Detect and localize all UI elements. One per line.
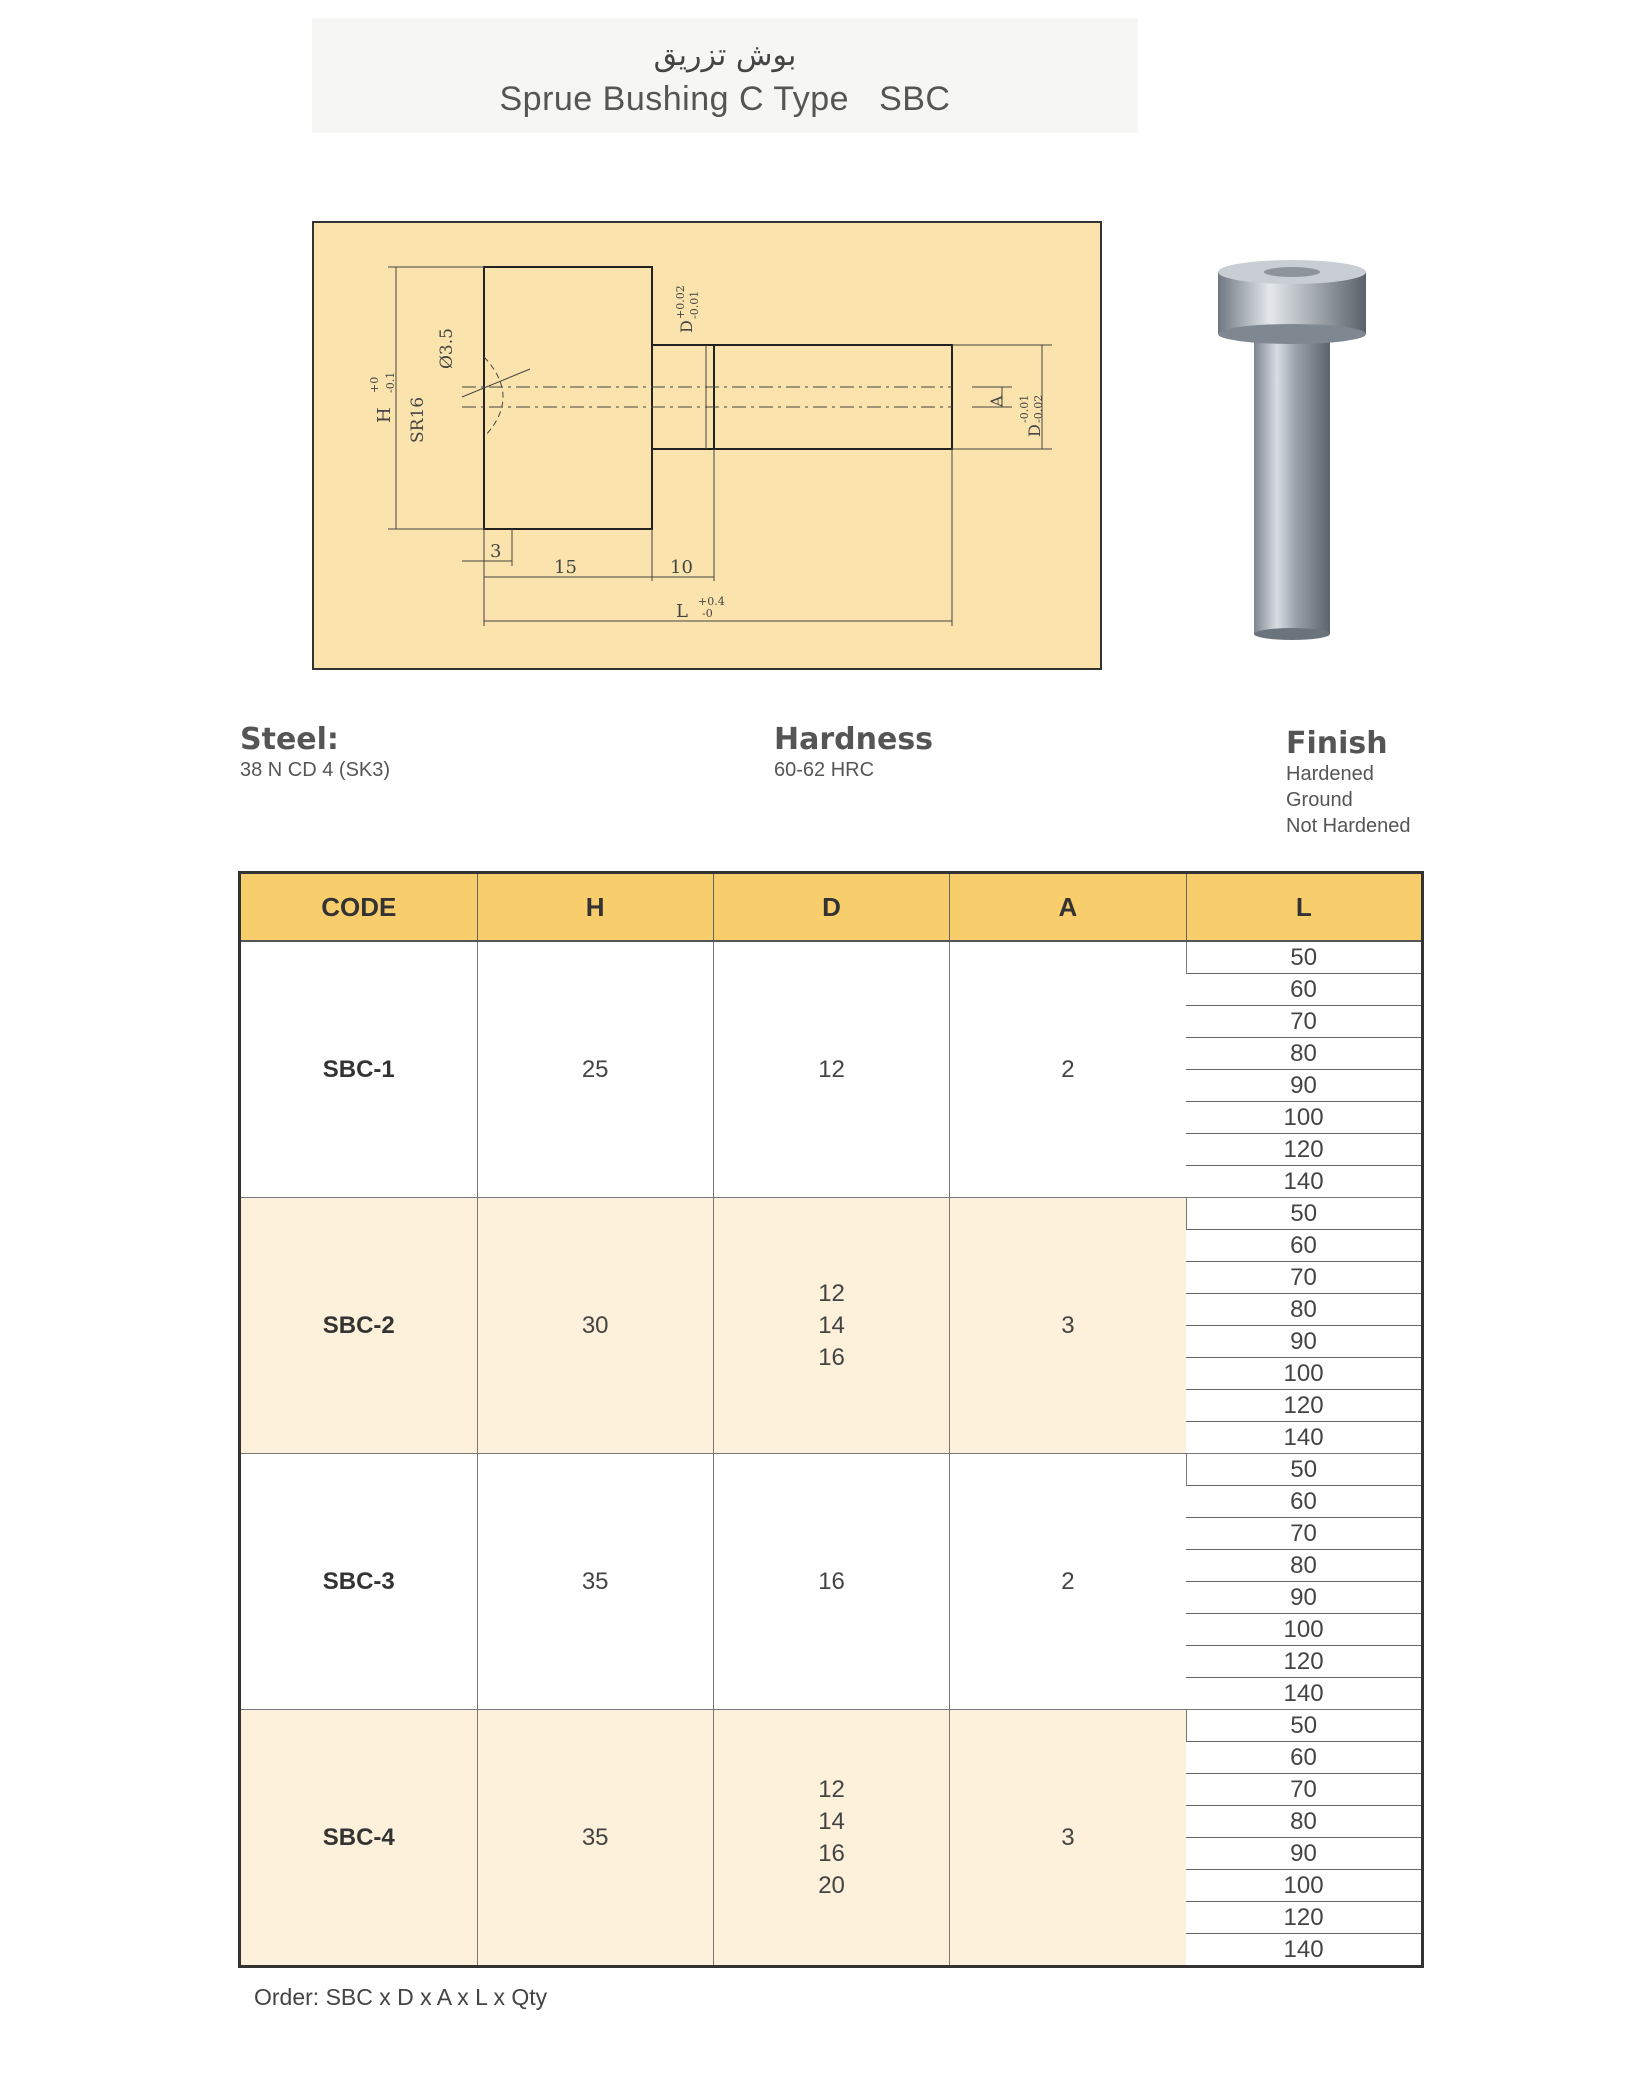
header-h: H: [477, 873, 713, 942]
cell-h: 25: [477, 941, 713, 1198]
spec-steel: [240, 722, 390, 783]
label-d-top-tol-plus: +0.02: [674, 285, 687, 319]
cell-l: 90: [1186, 1582, 1422, 1614]
label-l: L: [676, 601, 688, 622]
cell-l: 100: [1186, 1870, 1422, 1902]
cell-l: 80: [1186, 1038, 1422, 1070]
label-h-tol-plus: +0: [368, 376, 381, 393]
cell-l: 50: [1186, 1198, 1422, 1230]
cell-h: 35: [477, 1710, 713, 1967]
cell-h: 35: [477, 1454, 713, 1710]
label-sr16: SR16: [408, 396, 428, 443]
cell-l: 90: [1186, 1326, 1422, 1358]
cell-code: SBC-2: [240, 1198, 478, 1454]
cell-l: 140: [1186, 1934, 1422, 1967]
label-dim-10: 10: [670, 557, 693, 578]
table-row: [240, 941, 1423, 974]
spec-hardness: [774, 722, 933, 783]
cell-l: 60: [1186, 1742, 1422, 1774]
cell-l: 70: [1186, 1774, 1422, 1806]
label-d-right-tol-minus: -0.02: [1032, 394, 1045, 423]
finish-label: Finish: [1286, 726, 1388, 761]
technical-drawing: [312, 221, 1102, 670]
cell-l: 60: [1186, 974, 1422, 1006]
cell-l: 120: [1186, 1902, 1422, 1934]
header-code: CODE: [240, 873, 478, 942]
label-a: A: [987, 395, 1006, 407]
cell-l: 80: [1186, 1550, 1422, 1582]
cell-l: 100: [1186, 1102, 1422, 1134]
cell-l: 70: [1186, 1518, 1422, 1550]
table-row: [240, 1454, 1423, 1486]
cell-code: SBC-4: [240, 1710, 478, 1967]
title-persian: بوش تزریق: [653, 38, 797, 73]
finish-value-2: Ground: [1286, 789, 1353, 811]
cell-d-value: 16: [818, 1839, 845, 1867]
label-dim-15: 15: [554, 557, 577, 578]
label-h-tol-minus: -0.1: [384, 371, 397, 393]
cell-h: 30: [477, 1198, 713, 1454]
order-format: Order: SBC x D x A x L x Qty: [254, 1984, 548, 2010]
steel-value: 38 N CD 4 (SK3): [240, 759, 391, 781]
cell-d-value: 20: [818, 1871, 845, 1899]
cell-d-value: 14: [818, 1311, 845, 1339]
dimensions-table: [238, 871, 1424, 1968]
label-dim-3: 3: [490, 541, 502, 562]
cell-l: 70: [1186, 1262, 1422, 1294]
cell-d-value: 16: [818, 1343, 845, 1371]
cell-a: 3: [950, 1710, 1186, 1967]
cell-l: 50: [1186, 941, 1422, 974]
cell-l: 70: [1186, 1006, 1422, 1038]
cell-l: 140: [1186, 1678, 1422, 1710]
header-d: D: [713, 873, 949, 942]
cell-d-value: 12: [818, 1775, 845, 1803]
cell-l: 80: [1186, 1806, 1422, 1838]
sprue-bushing-photo: [1214, 258, 1370, 644]
cell-d-value: 12: [818, 1279, 845, 1307]
cell-d-value: 14: [818, 1807, 845, 1835]
cell-l: 140: [1186, 1422, 1422, 1454]
cell-d: [713, 941, 949, 1198]
cell-l: 50: [1186, 1454, 1422, 1486]
cell-code: SBC-1: [322, 1055, 395, 1083]
cell-d: [713, 1710, 949, 1967]
hardness-label: Hardness: [774, 722, 934, 757]
table-row: [240, 1198, 1423, 1230]
finish-value-1: Hardened: [1286, 763, 1374, 785]
title-code: SBC: [879, 80, 951, 118]
cell-code: SBC-3: [240, 1454, 478, 1710]
spec-finish: [1286, 726, 1411, 839]
cell-d: [713, 1198, 949, 1454]
cell-a: 2: [950, 1454, 1186, 1710]
cell-l: 120: [1186, 1646, 1422, 1678]
cell-l: 90: [1186, 1070, 1422, 1102]
label-d-top: D: [677, 320, 696, 333]
cell-l: 120: [1186, 1134, 1422, 1166]
cell-a: 3: [950, 1198, 1186, 1454]
table-row: [240, 1710, 1423, 1742]
table-header-row: [240, 873, 1423, 942]
header-a: A: [950, 873, 1186, 942]
title-banner: [312, 18, 1138, 133]
label-l-tol-plus: +0.4: [698, 595, 725, 608]
label-d-right: D: [1025, 424, 1044, 437]
cell-l: 60: [1186, 1230, 1422, 1262]
label-dia35: Ø3.5: [437, 328, 457, 369]
cell-l: 120: [1186, 1390, 1422, 1422]
hardness-value: 60-62 HRC: [774, 759, 875, 781]
cell-l: 90: [1186, 1838, 1422, 1870]
cell-l: 100: [1186, 1358, 1422, 1390]
label-l-tol-minus: -0: [702, 607, 713, 620]
label-h: H: [374, 407, 395, 423]
label-d-top-tol-minus: -0.01: [688, 290, 701, 319]
title-english: [312, 80, 1138, 119]
cell-l: 100: [1186, 1614, 1422, 1646]
cell-d: [713, 1454, 949, 1710]
steel-label: Steel:: [240, 722, 339, 757]
title-english-name: Sprue Bushing C Type: [499, 80, 850, 118]
cell-d-value: 12: [818, 1055, 845, 1083]
cell-d-value: 16: [818, 1567, 845, 1595]
finish-value-3: Not Hardened: [1286, 815, 1411, 837]
cell-l: 80: [1186, 1294, 1422, 1326]
cell-l: 60: [1186, 1486, 1422, 1518]
header-l: L: [1186, 873, 1422, 942]
cell-l: 140: [1186, 1166, 1422, 1198]
cell-l: 50: [1186, 1710, 1422, 1742]
label-d-right-tol-plus: -0.01: [1018, 394, 1031, 423]
cell-a: 2: [950, 941, 1186, 1198]
